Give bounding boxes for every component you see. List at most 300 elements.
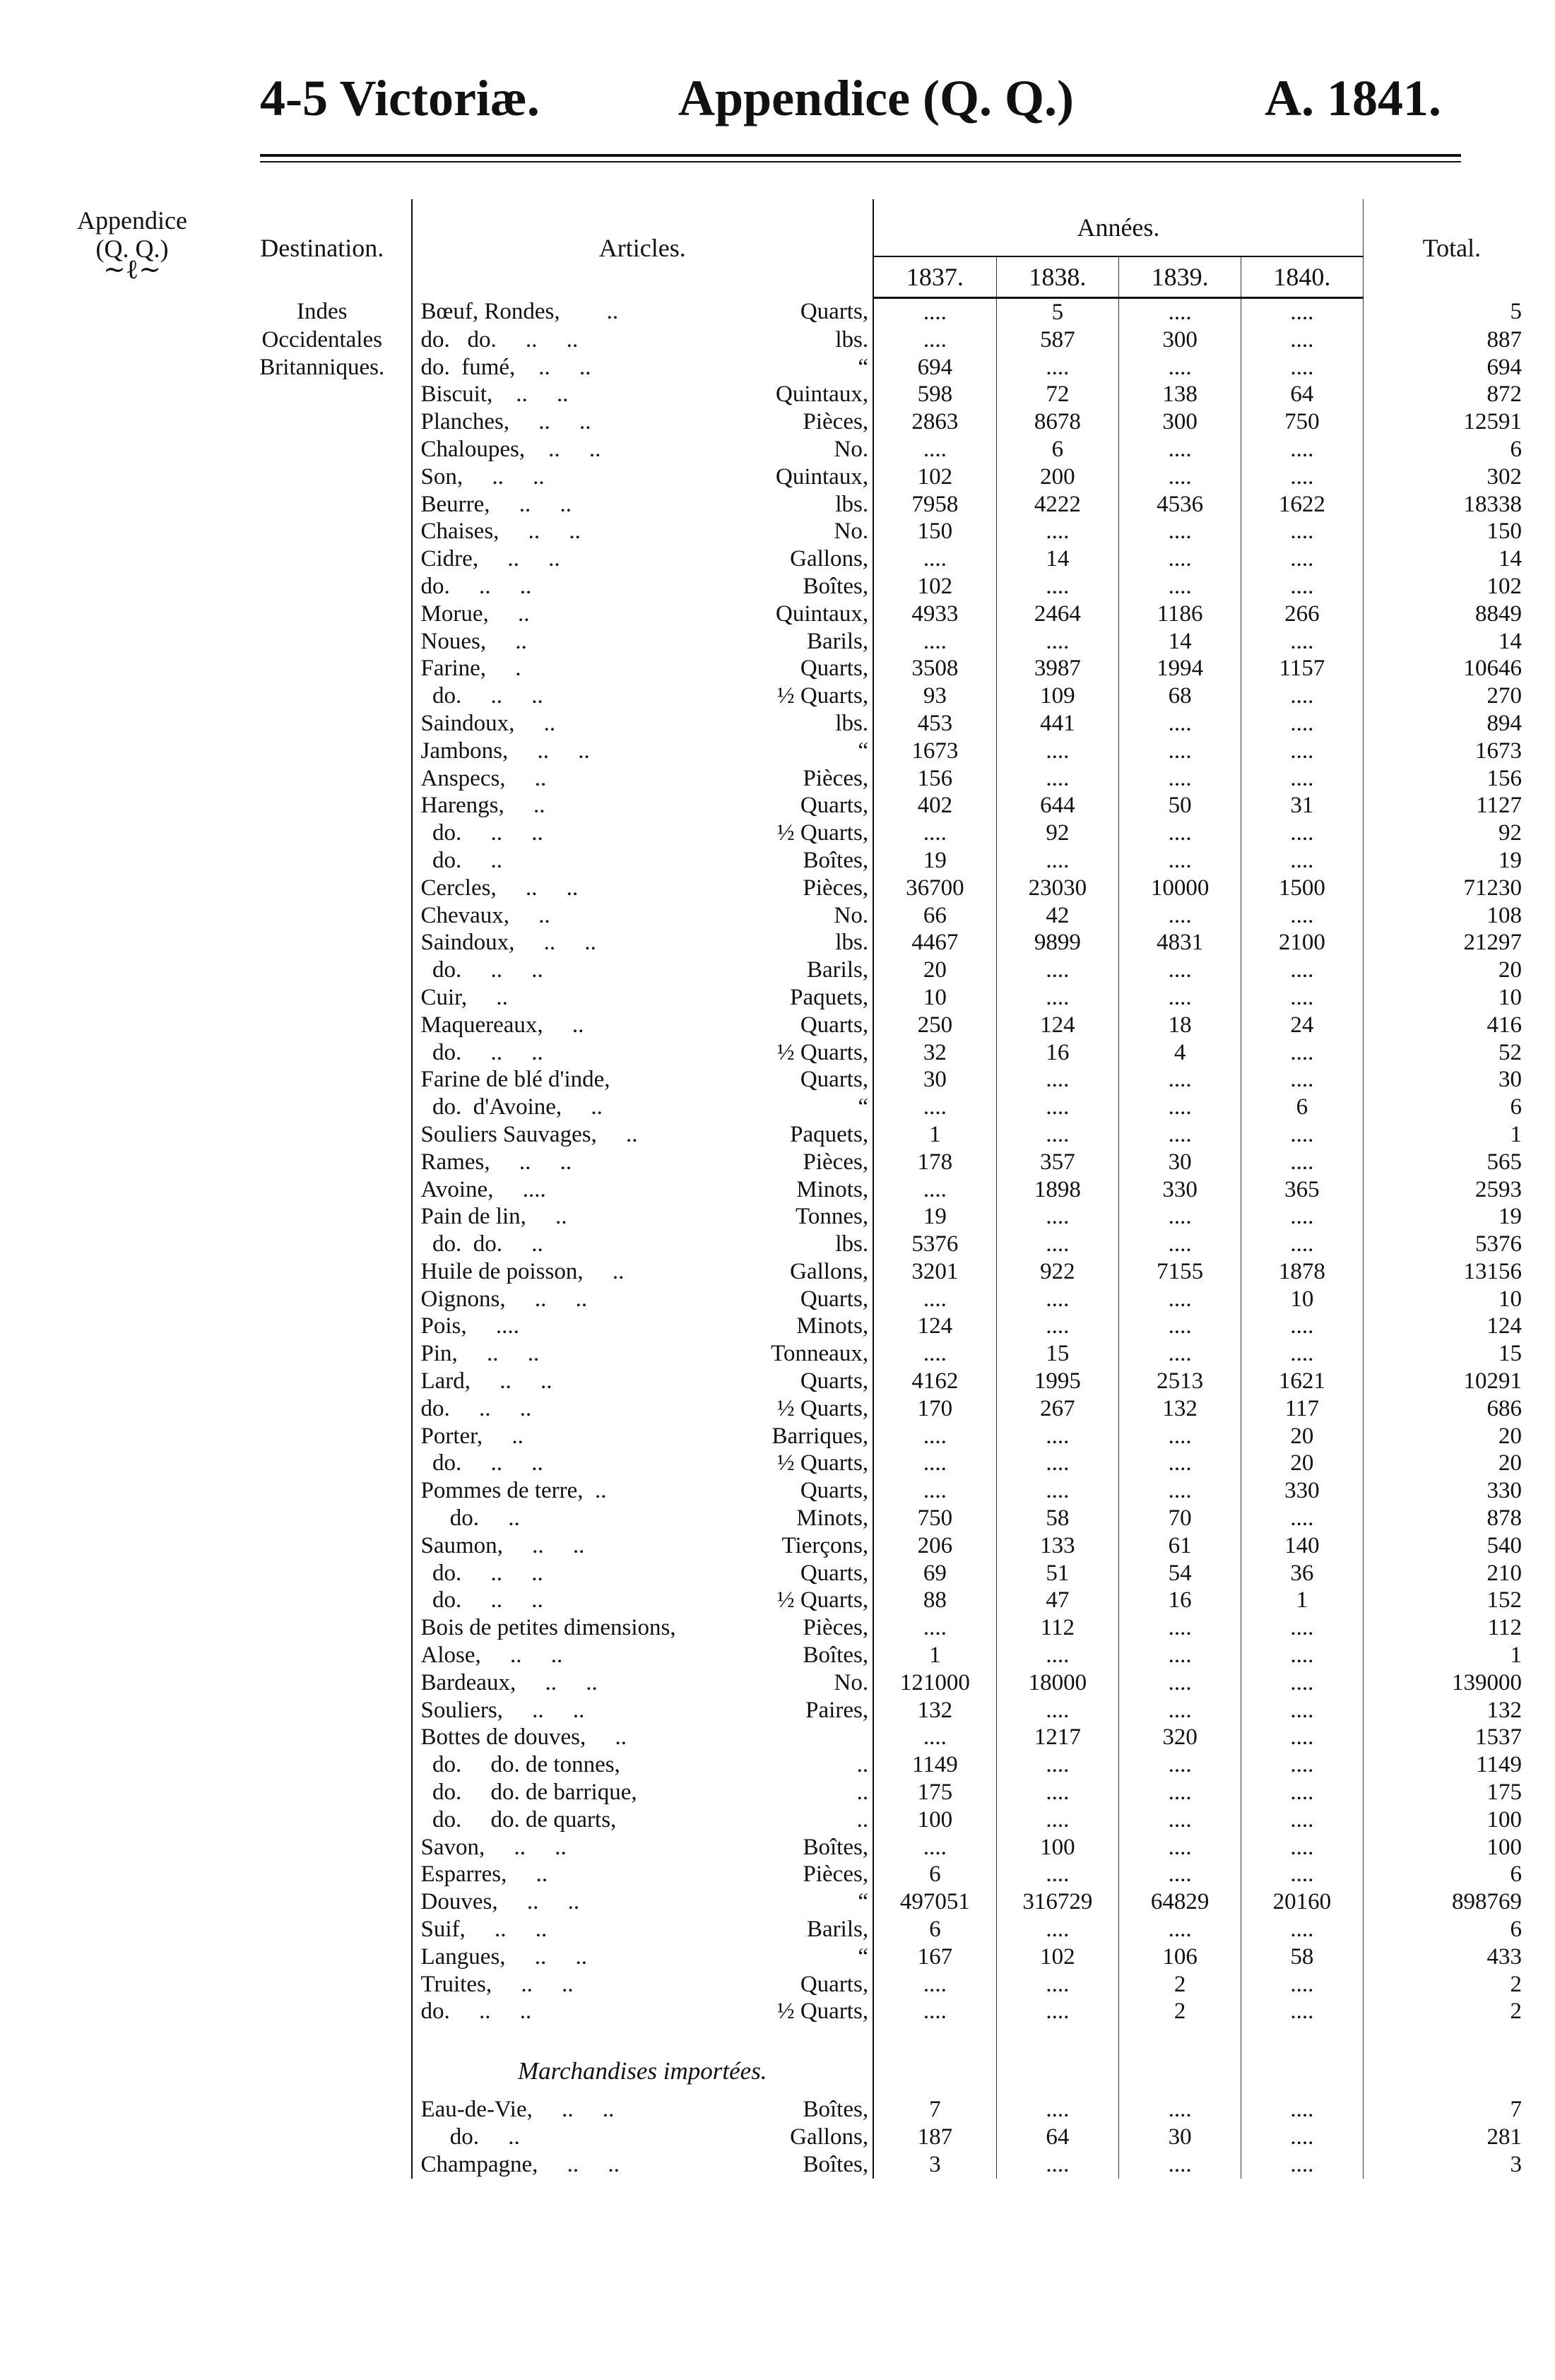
article-name: Douves, .. .. xyxy=(420,1889,580,1915)
article-unit: Paquets, xyxy=(790,984,869,1010)
value-y1838: 8678 xyxy=(996,408,1119,436)
value-y1837: 19 xyxy=(873,847,996,875)
total-cell: 19 xyxy=(1498,1204,1522,1230)
destination-cell xyxy=(233,1477,412,1505)
article-unit: Quarts, xyxy=(800,1971,869,1997)
value-y1840: .... xyxy=(1241,545,1363,573)
total-cell: 872 xyxy=(1486,381,1522,408)
value-y1838: .... xyxy=(996,1477,1119,1505)
article-cell xyxy=(412,573,874,600)
value-y1840: 2100 xyxy=(1241,929,1363,957)
value-y1838: 267 xyxy=(996,1395,1119,1423)
value-y1837: 19 xyxy=(873,1203,996,1231)
destination-cell xyxy=(233,1916,412,1943)
article-cell xyxy=(412,655,874,682)
value-y1838: .... xyxy=(996,1094,1119,1121)
value-y1837: 170 xyxy=(873,1395,996,1423)
total-cell: 152 xyxy=(1486,1587,1522,1614)
value-y1839: .... xyxy=(1119,765,1241,793)
value-y1840: .... xyxy=(1241,902,1363,930)
destination-cell: Indes xyxy=(297,298,348,324)
total-cell: 108 xyxy=(1486,902,1522,928)
margin-note-line1: Appendice xyxy=(77,206,187,235)
imports-body xyxy=(233,2096,1540,2178)
article-unit: Quarts, xyxy=(800,1478,869,1504)
table-row xyxy=(233,518,1540,545)
value-y1837: 2863 xyxy=(873,408,996,436)
value-y1839: .... xyxy=(1119,1121,1241,1149)
total-cell: 15 xyxy=(1498,1341,1522,1367)
article-name: Souliers, .. .. xyxy=(420,1697,585,1723)
value-y1838: .... xyxy=(996,1642,1119,1669)
article-cell xyxy=(412,1258,874,1286)
value-y1839: .... xyxy=(1119,957,1241,984)
value-y1838: 1995 xyxy=(996,1368,1119,1395)
article-name: Eau-de-Vie, .. .. xyxy=(420,2097,615,2123)
article-name: Cercles, .. .. xyxy=(420,875,579,901)
article-name: Farine de blé d'inde, xyxy=(420,1067,610,1093)
article-cell xyxy=(412,1395,874,1423)
destination-cell xyxy=(233,545,412,573)
value-y1840: .... xyxy=(1241,628,1363,656)
value-y1838: .... xyxy=(996,1779,1119,1806)
value-y1837: 3508 xyxy=(873,655,996,682)
value-y1838: 357 xyxy=(996,1149,1119,1176)
table-row xyxy=(233,1642,1540,1669)
article-cell xyxy=(412,1806,874,1834)
article-cell xyxy=(412,819,874,847)
total-cell: 92 xyxy=(1498,820,1522,846)
value-y1840: .... xyxy=(1241,710,1363,738)
article-name: Chevaux, .. xyxy=(420,902,550,928)
value-y1838: .... xyxy=(996,1450,1119,1477)
imports-section xyxy=(233,2025,1540,2096)
value-y1840: .... xyxy=(1241,1697,1363,1724)
value-y1838: .... xyxy=(996,957,1119,984)
value-y1839: 106 xyxy=(1119,1943,1241,1971)
value-y1838: .... xyxy=(996,1697,1119,1724)
total-cell: 175 xyxy=(1486,1780,1522,1806)
total-cell: 416 xyxy=(1486,1012,1522,1038)
value-y1840: 140 xyxy=(1241,1532,1363,1560)
article-name: Jambons, .. .. xyxy=(420,738,590,764)
article-unit: Quarts, xyxy=(800,656,869,682)
article-unit: “ xyxy=(858,1943,869,1970)
value-y1837: .... xyxy=(873,326,996,354)
table-row xyxy=(233,1012,1540,1039)
article-unit: Quarts, xyxy=(800,1067,869,1093)
total-cell: 156 xyxy=(1486,765,1522,791)
article-name: Beurre, .. .. xyxy=(420,491,572,517)
article-cell xyxy=(412,1313,874,1340)
table-row xyxy=(233,1587,1540,1614)
value-y1839: .... xyxy=(1119,436,1241,463)
article-cell xyxy=(412,1971,874,1999)
article-cell xyxy=(412,1888,874,1916)
destination-cell xyxy=(233,408,412,436)
value-y1839: .... xyxy=(1119,354,1241,381)
destination-cell xyxy=(233,1340,412,1368)
value-y1840: 365 xyxy=(1241,1176,1363,1204)
destination-cell xyxy=(233,1450,412,1477)
value-y1840: .... xyxy=(1241,2096,1363,2124)
value-y1837: 7958 xyxy=(873,491,996,519)
article-name: do. .. .. xyxy=(420,820,543,846)
total-cell: 2 xyxy=(1510,1999,1522,2025)
article-unit: Quarts, xyxy=(800,1560,869,1586)
value-y1840: .... xyxy=(1241,436,1363,463)
value-y1838: .... xyxy=(996,1751,1119,1779)
value-y1837: .... xyxy=(873,1423,996,1450)
article-cell xyxy=(412,1779,874,1806)
article-unit: Gallons, xyxy=(790,1258,869,1284)
article-name: Lard, .. .. xyxy=(420,1368,552,1395)
value-y1838: 72 xyxy=(996,381,1119,408)
article-unit: Tierçons, xyxy=(781,1532,869,1558)
article-cell xyxy=(412,875,874,902)
value-y1838: 15 xyxy=(996,1340,1119,1368)
value-y1840: .... xyxy=(1241,1998,1363,2025)
table-row xyxy=(233,710,1540,738)
value-y1837: .... xyxy=(873,819,996,847)
value-y1837: 453 xyxy=(873,710,996,738)
value-y1840: 36 xyxy=(1241,1560,1363,1587)
article-cell xyxy=(412,847,874,875)
article-name: Bœuf, Rondes, .. xyxy=(420,299,619,325)
value-y1837: 121000 xyxy=(873,1669,996,1697)
article-unit: “ xyxy=(858,738,869,764)
destination-cell: Britanniques. xyxy=(259,354,385,380)
destination-cell xyxy=(233,1286,412,1313)
article-name: Huile de poisson, .. xyxy=(420,1258,625,1284)
article-name: Suif, .. .. xyxy=(420,1917,548,1943)
value-y1840: .... xyxy=(1241,1751,1363,1779)
value-y1839: .... xyxy=(1119,1779,1241,1806)
table-row xyxy=(233,1751,1540,1779)
value-y1839: 1994 xyxy=(1119,655,1241,682)
total-cell: 7 xyxy=(1510,2097,1522,2123)
total-cell: 1537 xyxy=(1475,1724,1522,1751)
value-y1839: .... xyxy=(1119,1094,1241,1121)
value-y1840: .... xyxy=(1241,1066,1363,1094)
destination-cell xyxy=(233,1532,412,1560)
table-row xyxy=(233,1505,1540,1532)
value-y1838: .... xyxy=(996,1286,1119,1313)
article-name: Alose, .. .. xyxy=(420,1642,563,1669)
total-cell: 5376 xyxy=(1475,1231,1522,1257)
total-cell: 686 xyxy=(1486,1395,1522,1421)
destination-cell xyxy=(233,1998,412,2025)
article-unit: Pièces, xyxy=(803,875,869,901)
article-unit: lbs. xyxy=(835,326,869,353)
exports-body xyxy=(233,298,1540,2026)
value-y1837: .... xyxy=(873,1724,996,1751)
value-y1840: .... xyxy=(1241,1121,1363,1149)
article-unit: Gallons, xyxy=(790,546,869,572)
article-name: Son, .. .. xyxy=(420,463,545,490)
table-row xyxy=(233,1340,1540,1368)
article-cell xyxy=(412,902,874,930)
destination-cell xyxy=(233,929,412,957)
value-y1839: .... xyxy=(1119,2096,1241,2124)
article-cell xyxy=(412,518,874,545)
value-y1840: .... xyxy=(1241,1971,1363,1999)
article-unit: No. xyxy=(834,519,869,545)
value-y1837: 750 xyxy=(873,1505,996,1532)
value-y1838: .... xyxy=(996,1998,1119,2025)
destination-cell xyxy=(233,792,412,819)
total-cell: 887 xyxy=(1486,326,1522,353)
value-y1840: 20160 xyxy=(1241,1888,1363,1916)
article-unit: Quintaux, xyxy=(776,600,869,627)
total-cell: 30 xyxy=(1498,1067,1522,1093)
value-y1838: 124 xyxy=(996,1012,1119,1039)
article-name: do. .. xyxy=(420,1505,520,1532)
value-y1837: 7 xyxy=(873,2096,996,2124)
value-y1838: 14 xyxy=(996,545,1119,573)
article-unit: Pièces, xyxy=(803,1615,869,1641)
total-cell: 1149 xyxy=(1476,1752,1522,1778)
value-y1839: .... xyxy=(1119,1806,1241,1834)
value-y1839: .... xyxy=(1119,1423,1241,1450)
total-cell: 6 xyxy=(1510,1094,1522,1120)
table-row xyxy=(233,1094,1540,1121)
destination-cell xyxy=(233,1121,412,1149)
article-cell xyxy=(412,628,874,656)
destination-cell xyxy=(233,710,412,738)
value-y1840: .... xyxy=(1241,2124,1363,2151)
value-y1837: 206 xyxy=(873,1532,996,1560)
value-y1839: 64829 xyxy=(1119,1888,1241,1916)
destination-cell xyxy=(233,1834,412,1861)
value-y1840: .... xyxy=(1241,738,1363,765)
table-row xyxy=(233,381,1540,408)
article-cell xyxy=(412,1231,874,1258)
total-cell: 2593 xyxy=(1475,1176,1522,1202)
value-y1839: .... xyxy=(1119,1450,1241,1477)
destination-cell xyxy=(233,1971,412,1999)
value-y1837: 1673 xyxy=(873,738,996,765)
table-row xyxy=(233,1395,1540,1423)
table-row xyxy=(233,1286,1540,1313)
table-row xyxy=(233,1861,1540,1888)
article-name: do. do. de quarts, xyxy=(420,1806,617,1833)
destination-cell xyxy=(233,1505,412,1532)
table-row xyxy=(233,1532,1540,1560)
article-name: Noues, .. xyxy=(420,628,527,654)
article-cell xyxy=(412,1697,874,1724)
table-row xyxy=(233,1149,1540,1176)
value-y1838: .... xyxy=(996,2096,1119,2124)
article-unit: “ xyxy=(858,354,869,380)
article-name: do. .. .. xyxy=(420,1999,532,2025)
total-cell: 302 xyxy=(1486,463,1522,490)
article-unit: ½ Quarts, xyxy=(776,1587,869,1614)
value-y1839: 30 xyxy=(1119,2124,1241,2151)
table-row xyxy=(233,902,1540,930)
value-y1839: .... xyxy=(1119,710,1241,738)
table-row xyxy=(233,2096,1540,2124)
value-y1837: 4933 xyxy=(873,600,996,628)
value-y1837: 20 xyxy=(873,957,996,984)
value-y1839: 68 xyxy=(1119,682,1241,710)
table-row xyxy=(233,573,1540,600)
article-unit: Pièces, xyxy=(803,1861,869,1888)
header-rule-thin xyxy=(260,161,1461,162)
value-y1839: .... xyxy=(1119,1642,1241,1669)
value-y1840: 266 xyxy=(1241,600,1363,628)
value-y1839: .... xyxy=(1119,902,1241,930)
value-y1838: .... xyxy=(996,738,1119,765)
value-y1838: .... xyxy=(996,1231,1119,1258)
table-row xyxy=(233,408,1540,436)
article-name: Rames, .. .. xyxy=(420,1149,572,1175)
article-unit: Pièces, xyxy=(803,765,869,791)
article-unit: Paires, xyxy=(805,1697,869,1723)
total-cell: 8849 xyxy=(1475,600,1522,627)
destination-cell xyxy=(233,573,412,600)
value-y1838: .... xyxy=(996,847,1119,875)
destination-cell xyxy=(233,1614,412,1642)
table-row xyxy=(233,819,1540,847)
value-y1840: .... xyxy=(1241,984,1363,1012)
table-row xyxy=(233,957,1540,984)
value-y1839: 16 xyxy=(1119,1587,1241,1614)
article-name: do. .. .. xyxy=(420,1450,543,1476)
value-y1839: .... xyxy=(1119,1477,1241,1505)
value-y1839: .... xyxy=(1119,518,1241,545)
article-cell xyxy=(412,1340,874,1368)
value-y1838: 2464 xyxy=(996,600,1119,628)
table-row xyxy=(233,1477,1540,1505)
total-cell: 281 xyxy=(1486,2124,1522,2150)
table-row xyxy=(233,436,1540,463)
value-y1838: 922 xyxy=(996,1258,1119,1286)
value-y1838: 18000 xyxy=(996,1669,1119,1697)
article-name: do. .. xyxy=(420,2124,520,2150)
article-name: Oignons, .. .. xyxy=(420,1286,588,1312)
table-row xyxy=(233,1423,1540,1450)
article-name: Planches, .. .. xyxy=(420,409,591,435)
table-row xyxy=(233,2124,1540,2151)
article-name: Cidre, .. .. xyxy=(420,546,560,572)
total-cell: 6 xyxy=(1510,436,1522,462)
section-imports-title: Marchandises importées. xyxy=(412,2025,874,2096)
article-unit: Quarts, xyxy=(800,1286,869,1312)
value-y1840: 117 xyxy=(1241,1395,1363,1423)
article-name: Bottes de douves, .. xyxy=(420,1724,627,1751)
table-row xyxy=(233,1560,1540,1587)
value-y1838: 102 xyxy=(996,1943,1119,1971)
value-y1840: .... xyxy=(1241,2151,1363,2179)
year-header-0: 1837. xyxy=(873,256,996,298)
table-row xyxy=(233,354,1540,381)
article-cell xyxy=(412,545,874,573)
article-cell xyxy=(412,354,874,381)
value-y1840: 20 xyxy=(1241,1450,1363,1477)
value-y1838: .... xyxy=(996,2151,1119,2179)
total-cell: 71230 xyxy=(1463,875,1522,901)
article-cell xyxy=(412,1066,874,1094)
destination-cell xyxy=(233,2151,412,2179)
trade-table xyxy=(233,199,1540,2179)
article-cell xyxy=(412,298,874,326)
margin-swash: ∼ℓ∼ xyxy=(103,255,161,285)
total-cell: 10 xyxy=(1498,1286,1522,1312)
article-unit: Tonnes, xyxy=(795,1204,869,1230)
value-y1839: 300 xyxy=(1119,326,1241,354)
destination-cell xyxy=(233,1012,412,1039)
article-cell xyxy=(412,1943,874,1971)
article-cell xyxy=(412,1532,874,1560)
article-unit: Boîtes, xyxy=(803,847,869,873)
table-row xyxy=(233,682,1540,710)
destination-cell xyxy=(233,682,412,710)
total-cell: 100 xyxy=(1486,1834,1522,1860)
total-cell: 150 xyxy=(1486,519,1522,545)
article-cell xyxy=(412,1505,874,1532)
value-y1838: .... xyxy=(996,518,1119,545)
table-row xyxy=(233,1697,1540,1724)
total-cell: 112 xyxy=(1487,1615,1522,1641)
table-row xyxy=(233,1998,1540,2025)
table-row xyxy=(233,929,1540,957)
value-y1838: 112 xyxy=(996,1614,1119,1642)
value-y1837: 132 xyxy=(873,1697,996,1724)
value-y1839: .... xyxy=(1119,463,1241,491)
destination-cell xyxy=(233,1888,412,1916)
destination-cell xyxy=(233,628,412,656)
destination-cell xyxy=(233,1176,412,1204)
article-unit: .. xyxy=(856,1806,869,1833)
table-row xyxy=(233,1806,1540,1834)
value-y1839: .... xyxy=(1119,738,1241,765)
total-cell: 878 xyxy=(1486,1505,1522,1532)
article-cell xyxy=(412,1368,874,1395)
destination-cell xyxy=(233,1560,412,1587)
value-y1838: .... xyxy=(996,1066,1119,1094)
destination-cell xyxy=(233,738,412,765)
article-unit: ½ Quarts, xyxy=(776,1039,869,1065)
value-y1837: 93 xyxy=(873,682,996,710)
article-cell xyxy=(412,436,874,463)
value-y1837: 6 xyxy=(873,1916,996,1943)
article-name: Harengs, .. xyxy=(420,793,545,819)
value-y1838: 441 xyxy=(996,710,1119,738)
value-y1839: 4536 xyxy=(1119,491,1241,519)
value-y1838: .... xyxy=(996,1313,1119,1340)
article-unit: ½ Quarts, xyxy=(776,1450,869,1476)
value-y1837: 175 xyxy=(873,1779,996,1806)
value-y1839: 7155 xyxy=(1119,1258,1241,1286)
total-cell: 10291 xyxy=(1463,1368,1522,1395)
total-cell: 14 xyxy=(1498,546,1522,572)
article-cell xyxy=(412,1724,874,1751)
value-y1837: .... xyxy=(873,1477,996,1505)
value-y1837: 102 xyxy=(873,573,996,600)
total-cell: 1673 xyxy=(1475,738,1522,764)
value-y1838: 42 xyxy=(996,902,1119,930)
value-y1840: .... xyxy=(1241,819,1363,847)
value-y1838: .... xyxy=(996,1806,1119,1834)
total-cell: 330 xyxy=(1486,1478,1522,1504)
value-y1837: 102 xyxy=(873,463,996,491)
article-name: do. .. .. xyxy=(420,683,543,709)
destination-cell xyxy=(233,1669,412,1697)
article-name: Bois de petites dimensions, xyxy=(420,1615,676,1641)
article-unit: Quarts, xyxy=(800,299,869,325)
article-cell xyxy=(412,738,874,765)
